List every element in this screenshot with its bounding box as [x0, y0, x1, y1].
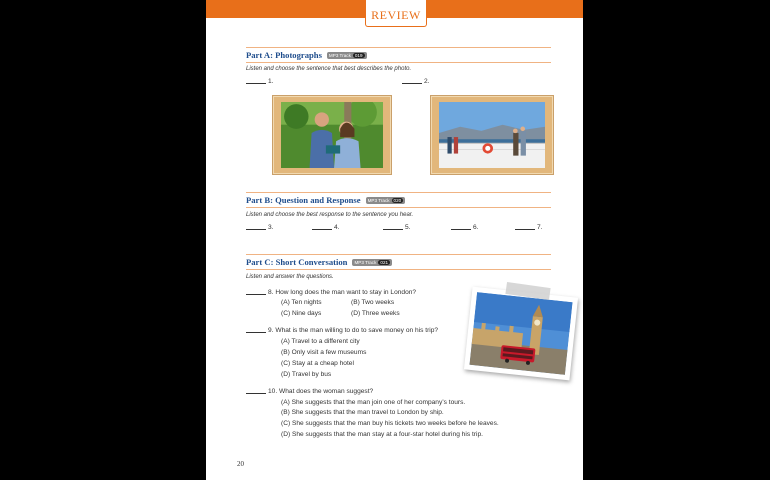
divider: [246, 269, 551, 270]
photo-1-frame: [272, 95, 392, 175]
question-text: What is the man willing to do to save money on his trip?: [275, 327, 439, 334]
workbook-page: [206, 0, 583, 480]
option-10d: (D) She suggests that the man stay at a four-star hotel during his trip.: [281, 431, 483, 438]
option-8b: (B) Two weeks: [351, 299, 395, 306]
item-number: 1.: [268, 78, 274, 85]
part-b-title-text: Part B: Question and Response: [246, 195, 361, 205]
option-9a: (A) Travel to a different city: [281, 338, 360, 345]
part-b-title: [246, 195, 405, 205]
mp3-track-badge: [366, 197, 406, 204]
track-number: 020: [393, 198, 402, 203]
option-9d: (D) Travel by bus: [281, 371, 332, 378]
review-label: REVIEW: [371, 8, 421, 22]
divider: [246, 47, 551, 48]
option-10b: (B) She suggests that the man travel to London by ship.: [281, 409, 444, 416]
answer-blank-1[interactable]: [246, 78, 274, 85]
item-number: 5.: [405, 224, 411, 231]
option-8a: (A) Ten nights: [281, 299, 322, 306]
answer-blank-4[interactable]: [312, 224, 340, 231]
part-b-instruction: Listen and choose the best response to the sentence you hear.: [246, 212, 414, 218]
divider: [246, 207, 551, 208]
item-number: 3.: [268, 224, 274, 231]
question-10[interactable]: [246, 388, 373, 395]
divider: [246, 62, 551, 63]
question-number: 9.: [268, 327, 274, 334]
option-9c: (C) Stay at a cheap hotel: [281, 360, 354, 367]
answer-blank-6[interactable]: [451, 224, 479, 231]
divider: [246, 254, 551, 255]
answer-blank-7[interactable]: [515, 224, 543, 231]
track-number: 021: [380, 260, 389, 265]
photo-couple-park-image: [281, 102, 383, 168]
mp3-label: MP3 Track: [354, 260, 377, 265]
divider: [246, 192, 551, 193]
photo-ship-deck-image: [439, 102, 545, 168]
mp3-track-badge: [327, 52, 367, 59]
answer-blank-2[interactable]: [402, 78, 430, 85]
part-a-instruction: Listen and choose the sentence that best describes the photo.: [246, 66, 412, 72]
photo-2-frame: [430, 95, 554, 175]
photo-couple-park: [281, 102, 383, 168]
answer-blank-3[interactable]: [246, 224, 274, 231]
photo-london-polaroid: [464, 287, 578, 381]
question-number: 8.: [268, 289, 274, 296]
part-c-title: [246, 257, 392, 267]
question-text: What does the woman suggest?: [279, 388, 374, 395]
question-text: How long does the man want to stay in London?: [275, 289, 417, 296]
item-number: 4.: [334, 224, 340, 231]
part-a-title: [246, 50, 367, 60]
item-number: 2.: [424, 78, 430, 85]
track-number: 019: [354, 53, 363, 58]
option-10c: (C) She suggests that the man buy his tickets two weeks before he leaves.: [281, 420, 499, 427]
page-number: 20: [237, 460, 244, 468]
part-c-instruction: Listen and answer the questions.: [246, 274, 334, 280]
photo-london-image: [469, 292, 572, 375]
part-a-title-text: Part A: Photographs: [246, 50, 322, 60]
mp3-label: MP3 Track: [328, 53, 351, 58]
photo-ship-deck: [439, 102, 545, 168]
mp3-track-badge: [352, 259, 392, 266]
question-9[interactable]: [246, 327, 438, 334]
option-8d: (D) Three weeks: [351, 310, 400, 317]
mp3-label: MP3 Track: [367, 198, 390, 203]
part-c-title-text: Part C: Short Conversation: [246, 257, 348, 267]
option-10a: (A) She suggests that the man join one of her company’s tours.: [281, 399, 466, 406]
review-tab: [365, 0, 427, 27]
option-8c: (C) Nine days: [281, 310, 322, 317]
item-number: 6.: [473, 224, 479, 231]
item-number: 7.: [537, 224, 543, 231]
option-9b: (B) Only visit a few museums: [281, 349, 367, 356]
question-number: 10.: [268, 388, 278, 395]
question-8[interactable]: [246, 289, 416, 296]
answer-blank-5[interactable]: [383, 224, 411, 231]
